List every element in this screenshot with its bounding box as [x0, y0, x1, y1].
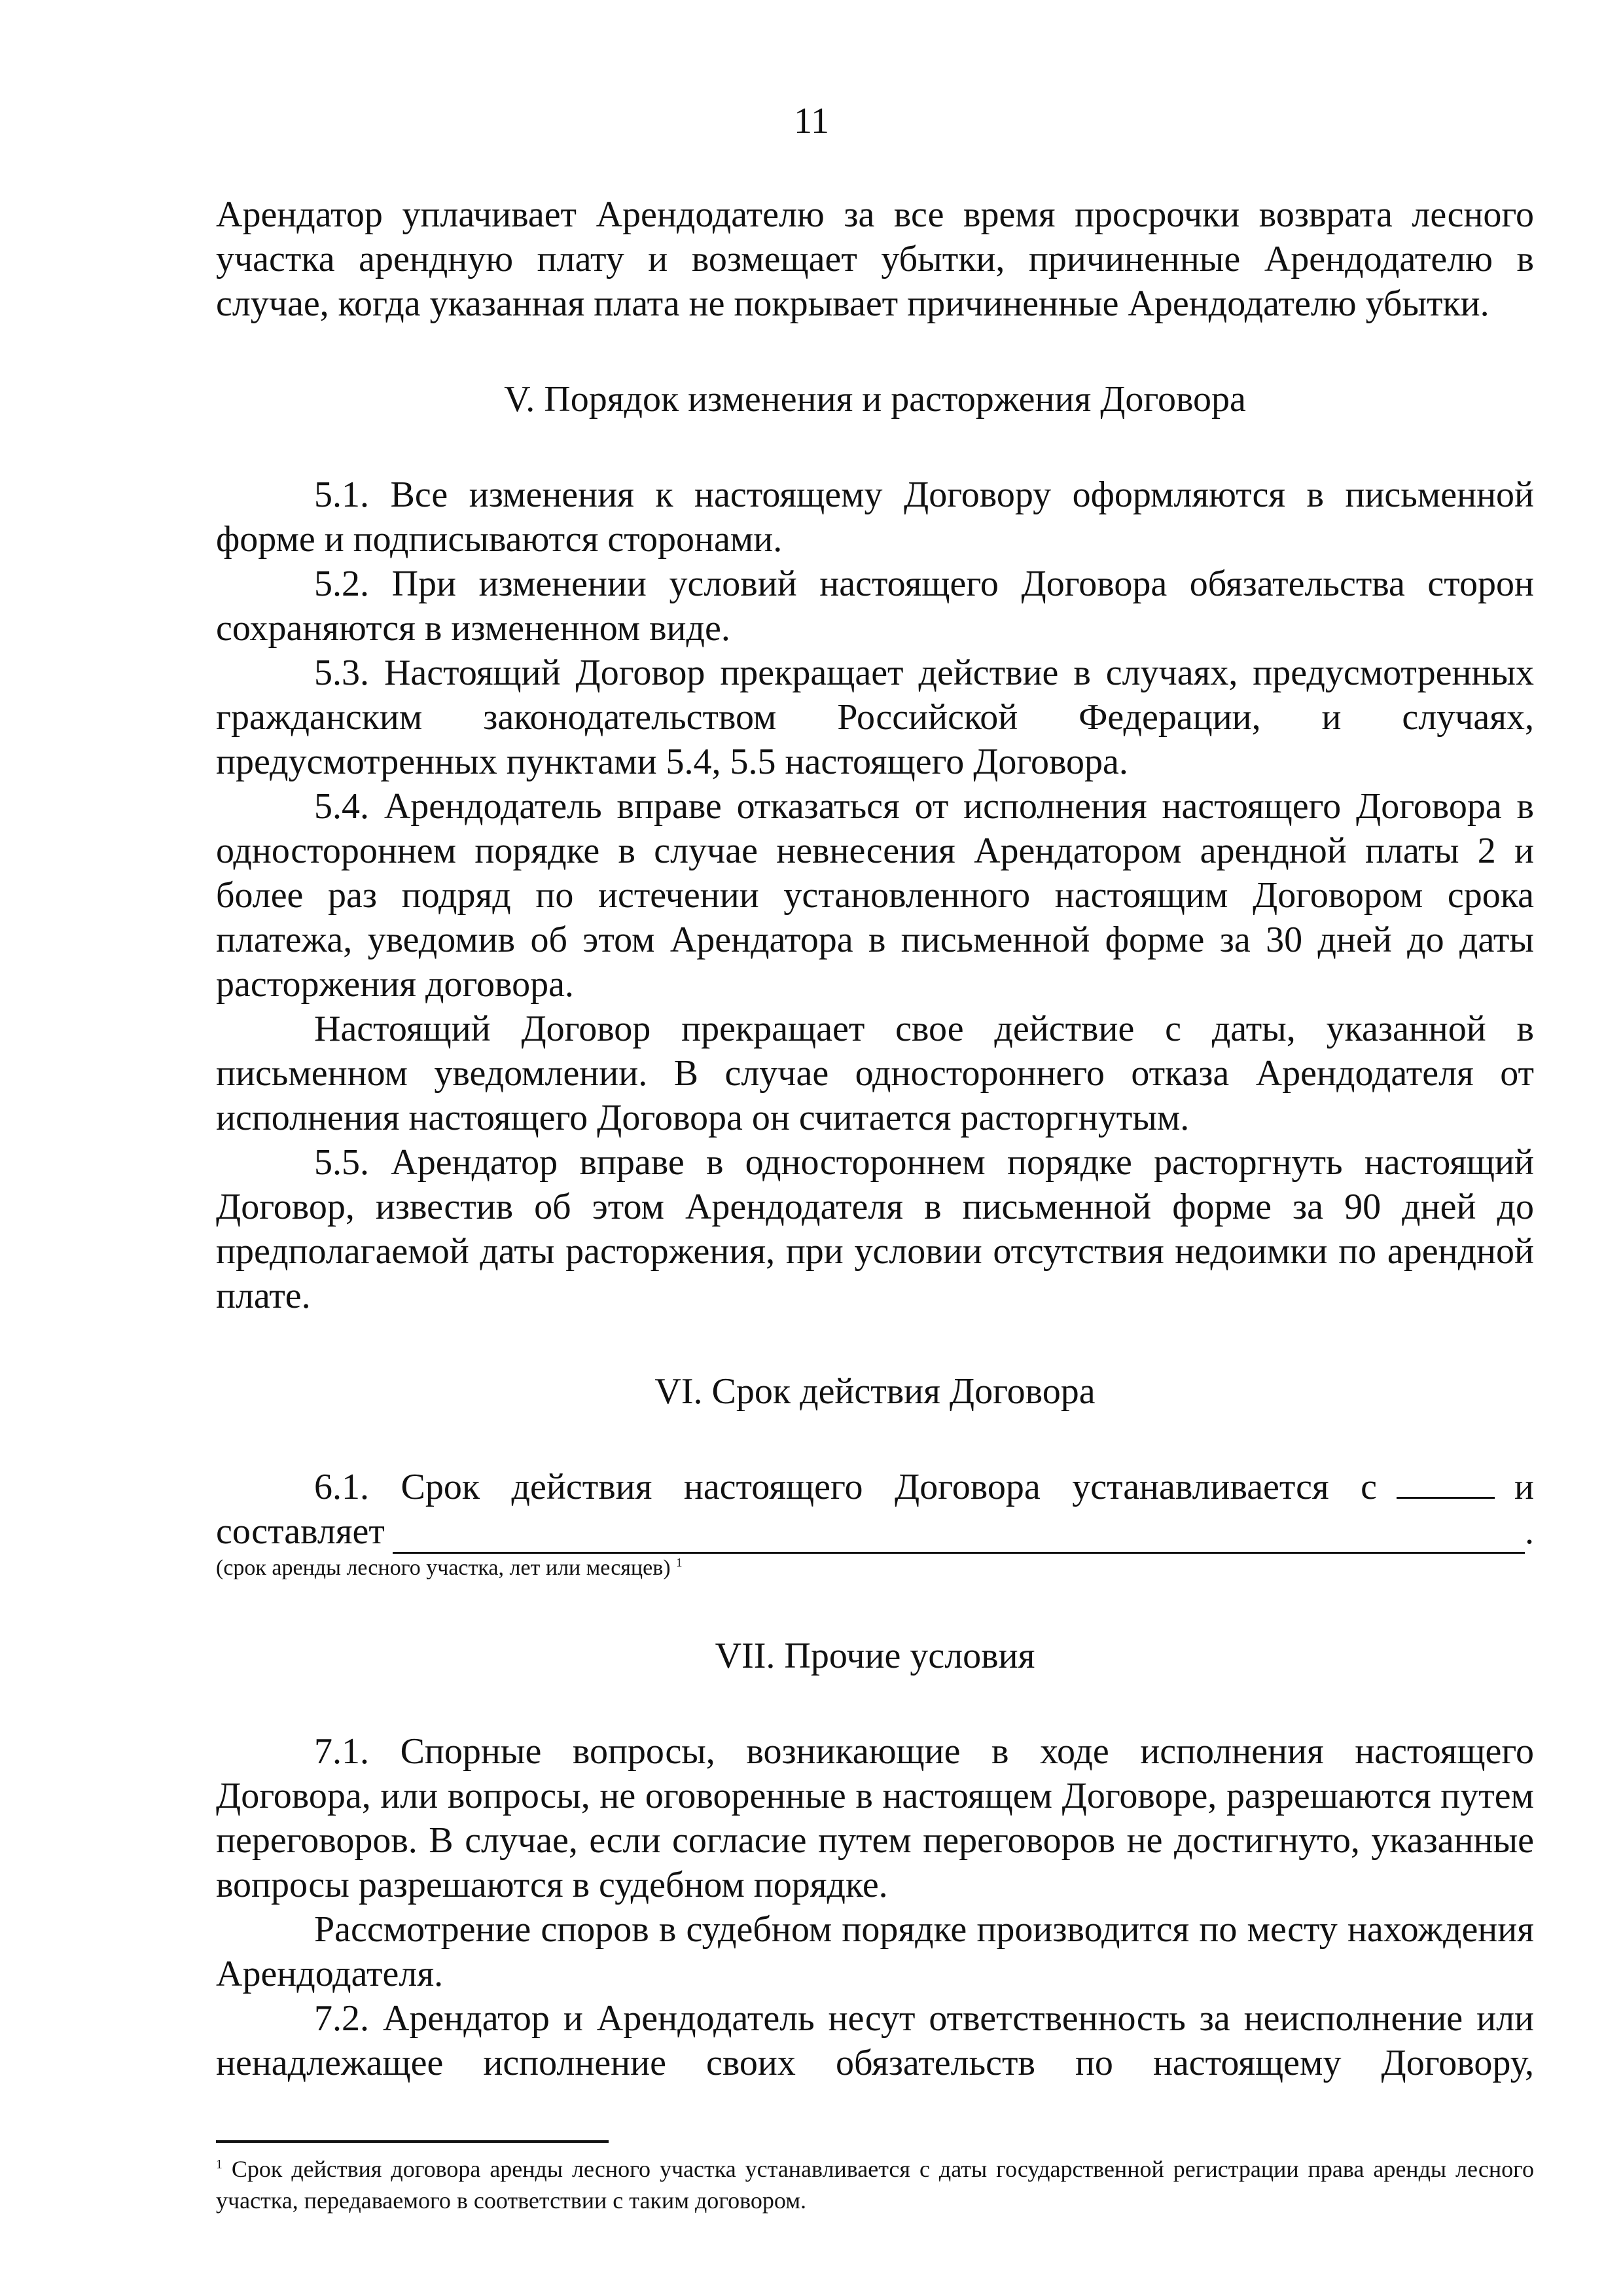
clause-6-1-start: 6.1. Срок действия настоящего Договора устанавливается с [314, 1467, 1378, 1507]
term-caption [216, 1554, 1534, 1583]
page-number: 11 [794, 101, 829, 141]
clause-5-3: 5.3. Настоящий Договор прекращает действие в случаях, предусмотренных гражданским законодательством Российской Федерации, и случаях, предусмотренных пунктами 5.4, 5.5 настоящего Договора. [216, 653, 1534, 782]
footnote-mark: 1 [216, 2157, 223, 2172]
section-5-heading: V. Порядок изменения и расторжения Договора [504, 379, 1246, 420]
section-7-heading: VII. Прочие условия [715, 1636, 1035, 1676]
footnote-text: Срок действия договора аренды лесного участка устанавливается с даты государственной регистрации права аренды лесного участка, передаваемого в соответствии с таким договором. [216, 2156, 1535, 2214]
clause-6-1-and: и [1514, 1467, 1534, 1507]
term-caption-footnote-mark: 1 [676, 1556, 683, 1570]
clause-7-1: 7.1. Спорные вопросы, возникающие в ходе исполнения настоящего Договора, или вопросы, не оговоренные в настоящем Договоре, разрешаются путем переговоров. В случае, если согласие путем переговоров не достигнуто, указанные вопросы разрешаются в судебном порядке. [216, 1731, 1534, 1905]
document-body [216, 192, 1534, 2085]
clause-5-1: 5.1. Все изменения к настоящему Договору оформляются в письменной форме и подписываются сторонами. [216, 475, 1534, 560]
clause-6-1-line-2 [216, 1509, 1534, 1554]
term-caption-text: (срок аренды лесного участка, лет или месяцев) [216, 1556, 671, 1580]
clause-5-4: 5.4. Арендодатель вправе отказаться от исполнения настоящего Договора в одностороннем порядке в случае невнесения Арендатором арендной платы 2 и более раз подряд по истечении установленного настоящим Договором срока платежа, уведомив об этом Арендатора в письменной форме за 30 дней до даты расторжения договора. [216, 786, 1534, 1005]
footnote-divider [216, 2140, 609, 2143]
term-blank [393, 1520, 1525, 1554]
clause-7-1-continuation: Рассмотрение споров в судебном порядке производится по месту нахождения Арендодателя. [216, 1909, 1534, 1994]
section-6-heading: VI. Срок действия Договора [654, 1371, 1096, 1412]
paragraph-intro: Арендатор уплачивает Арендодателю за все время просрочки возврата лесного участка арендную плату и возмещает убытки, причиненные Арендодателю в случае, когда указанная плата не покрывает причиненные Арендодателю убытки. [216, 194, 1534, 324]
clause-5-5: 5.5. Арендатор вправе в одностороннем порядке расторгнуть настоящий Договор, известив об этом Арендодателя в письменной форме за 90 дней до предполагаемой даты расторжения, при условии отсутствия недоимки по арендной плате. [216, 1142, 1534, 1316]
footnote [216, 2153, 1534, 2216]
clause-7-2: 7.2. Арендатор и Арендодатель несут ответственность за неисполнение или ненадлежащее исполнение своих обязательств по настоящему Договору, [216, 1998, 1534, 2083]
start-date-blank [1397, 1465, 1495, 1499]
clause-6-1-continue: составляет [216, 1511, 385, 1552]
clause-5-4-continuation: Настоящий Договор прекращает свое действие с даты, указанной в письменном уведомлении. В случае одностороннего отказа Арендодателя от исполнения настоящего Договора он считается расторгнутым. [216, 1009, 1534, 1138]
clause-6-1-line-1 [216, 1465, 1534, 1509]
clause-6-1-end: . [1525, 1511, 1534, 1552]
clause-5-2: 5.2. При изменении условий настоящего Договора обязательства сторон сохраняются в измененном виде. [216, 564, 1534, 649]
